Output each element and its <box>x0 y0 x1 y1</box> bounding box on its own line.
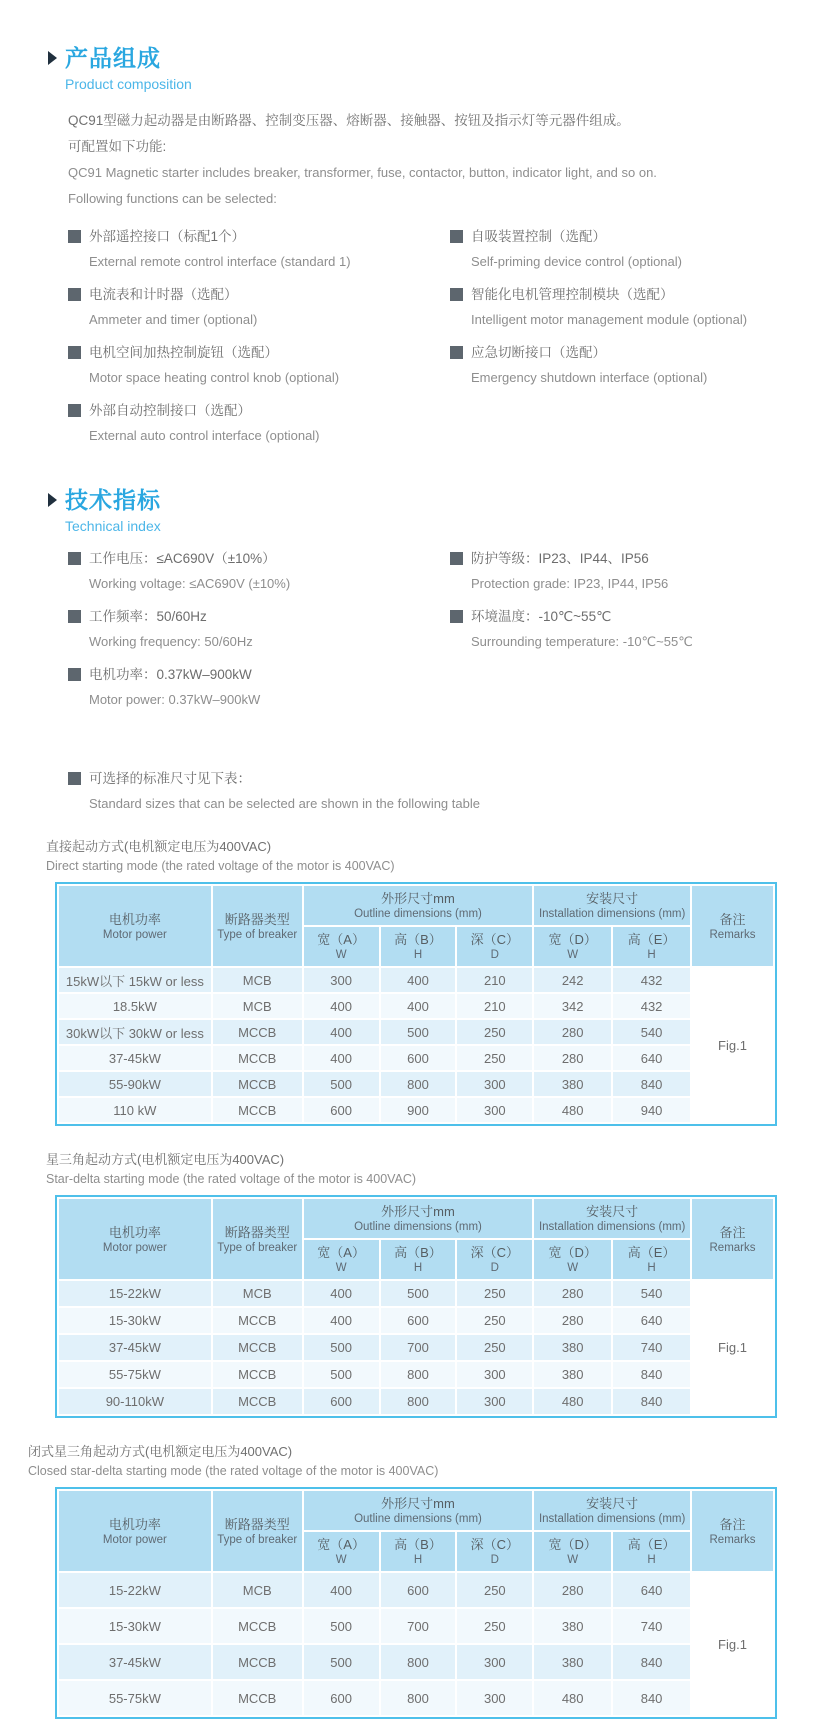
bullet-square-icon <box>450 230 463 243</box>
feature-label-zh: 外部遥控接口（标配1个） <box>89 229 246 244</box>
height-b-cell: 600 <box>381 1046 456 1070</box>
width-a-cell: 300 <box>304 968 379 992</box>
intro-line: QC91型磁力起动器是由断路器、控制变压器、熔断器、接触器、按钮及指示灯等元器件组成。 <box>68 113 630 128</box>
table-header <box>59 886 773 966</box>
motor-power-cell: 37-45kW <box>59 1046 211 1070</box>
intro-line: QC91 Magnetic starter includes breaker, transformer, fuse, contactor, button, indicator light, and so on. <box>68 165 657 180</box>
width-a-cell: 600 <box>304 1389 379 1414</box>
table-row <box>59 1681 773 1715</box>
spec-item <box>68 548 430 593</box>
width-d-cell: 280 <box>534 1020 611 1044</box>
breaker-type-cell: MCCB <box>213 1389 302 1414</box>
table-label-zh: 直接起动方式(电机额定电压为400VAC) <box>46 839 272 854</box>
col-depth-c: 深（C） D <box>457 1240 532 1279</box>
depth-c-cell: 250 <box>457 1609 532 1643</box>
table-body <box>59 968 773 1122</box>
feature-label-zh: 电机空间加热控制旋钮（选配） <box>89 345 278 360</box>
breaker-type-cell: MCCB <box>213 1046 302 1070</box>
feature-label-zh: 外部自动控制接口（选配） <box>89 403 251 418</box>
feature-item <box>68 226 430 271</box>
bullet-square-icon <box>450 346 463 359</box>
feature-item <box>68 400 430 445</box>
col-installation-dimensions: 安装尺寸 Installation dimensions (mm) <box>534 886 690 925</box>
height-e-cell: 432 <box>613 968 690 992</box>
spec-item <box>68 664 430 709</box>
table-2-label <box>46 1150 830 1189</box>
table-label-zh: 星三角起动方式(电机额定电压为400VAC) <box>46 1152 285 1167</box>
height-e-cell: 840 <box>613 1072 690 1096</box>
specs-columns <box>48 548 830 722</box>
height-e-cell: 840 <box>613 1362 690 1387</box>
col-outline-dimensions: 外形尺寸mm Outline dimensions (mm) <box>304 1491 533 1530</box>
spec-label-en: Surrounding temperature: -10℃~55℃ <box>471 634 693 649</box>
width-a-cell: 400 <box>304 1046 379 1070</box>
col-height-b: 高（B） H <box>381 927 456 966</box>
depth-c-cell: 300 <box>457 1362 532 1387</box>
height-b-cell: 800 <box>381 1072 456 1096</box>
col-remarks: 备注 Remarks <box>692 886 773 966</box>
feature-label-zh: 应急切断接口（选配） <box>471 345 606 360</box>
width-d-cell: 280 <box>534 1308 611 1333</box>
col-width-a: 宽（A） W <box>304 1240 379 1279</box>
remarks-cell: Fig.1 <box>692 968 773 1122</box>
spec-item <box>450 606 830 651</box>
table-label-en: Star-delta starting mode (the rated voltage of the motor is 400VAC) <box>46 1172 417 1186</box>
width-d-cell: 380 <box>534 1609 611 1643</box>
col-breaker-type: 断路器类型 Type of breaker <box>213 886 302 966</box>
col-width-d: 宽（D） W <box>534 1532 611 1571</box>
breaker-type-cell: MCCB <box>213 1020 302 1044</box>
motor-power-cell: 18.5kW <box>59 994 211 1018</box>
height-b-cell: 600 <box>381 1573 456 1607</box>
height-e-cell: 432 <box>613 994 690 1018</box>
breaker-type-cell: MCCB <box>213 1609 302 1643</box>
col-depth-c: 深（C） D <box>457 1532 532 1571</box>
col-installation-dimensions: 安装尺寸 Installation dimensions (mm) <box>534 1199 690 1238</box>
height-e-cell: 940 <box>613 1098 690 1122</box>
table-row <box>59 1609 773 1643</box>
breaker-type-cell: MCCB <box>213 1362 302 1387</box>
features-left-column <box>48 226 430 458</box>
spec-label-en: Working frequency: 50/60Hz <box>89 634 253 649</box>
standard-sizes-note <box>68 768 830 813</box>
col-width-d: 宽（D） W <box>534 1240 611 1279</box>
height-b-cell: 800 <box>381 1645 456 1679</box>
breaker-type-cell: MCB <box>213 968 302 992</box>
col-breaker-type: 断路器类型 Type of breaker <box>213 1199 302 1279</box>
width-a-cell: 500 <box>304 1609 379 1643</box>
bullet-square-icon <box>68 610 81 623</box>
table-row <box>59 1072 773 1096</box>
col-outline-dimensions: 外形尺寸mm Outline dimensions (mm) <box>304 886 533 925</box>
width-d-cell: 380 <box>534 1335 611 1360</box>
spec-item <box>68 606 430 651</box>
table-row <box>59 1573 773 1607</box>
width-a-cell: 400 <box>304 994 379 1018</box>
depth-c-cell: 250 <box>457 1020 532 1044</box>
table-body <box>59 1573 773 1715</box>
col-height-e: 高（E） H <box>613 927 690 966</box>
specs-right-column <box>430 548 830 722</box>
bullet-square-icon <box>450 610 463 623</box>
motor-power-cell: 55-75kW <box>59 1681 211 1715</box>
col-motor-power: 电机功率 Motor power <box>59 886 211 966</box>
section-title-zh: 产品组成 <box>65 45 161 71</box>
height-e-cell: 840 <box>613 1645 690 1679</box>
feature-item <box>68 284 430 329</box>
height-b-cell: 500 <box>381 1020 456 1044</box>
closed-star-delta-table <box>55 1487 777 1719</box>
intro-line: Following functions can be selected: <box>68 191 277 206</box>
height-e-cell: 840 <box>613 1681 690 1715</box>
width-a-cell: 500 <box>304 1335 379 1360</box>
depth-c-cell: 300 <box>457 1098 532 1122</box>
height-b-cell: 500 <box>381 1281 456 1306</box>
height-e-cell: 640 <box>613 1308 690 1333</box>
width-d-cell: 480 <box>534 1389 611 1414</box>
depth-c-cell: 300 <box>457 1389 532 1414</box>
section-title-zh: 技术指标 <box>65 487 161 513</box>
table-row <box>59 1046 773 1070</box>
breaker-type-cell: MCCB <box>213 1072 302 1096</box>
width-a-cell: 600 <box>304 1681 379 1715</box>
feature-label-zh: 自吸装置控制（选配） <box>471 229 606 244</box>
height-e-cell: 740 <box>613 1335 690 1360</box>
feature-label-en: Ammeter and timer (optional) <box>89 312 258 327</box>
height-e-cell: 640 <box>613 1046 690 1070</box>
depth-c-cell: 300 <box>457 1072 532 1096</box>
spec-label-zh: 环境温度：-10℃~55℃ <box>471 609 612 624</box>
table-row <box>59 1281 773 1306</box>
height-b-cell: 800 <box>381 1362 456 1387</box>
col-width-a: 宽（A） W <box>304 927 379 966</box>
width-d-cell: 280 <box>534 1573 611 1607</box>
width-a-cell: 600 <box>304 1098 379 1122</box>
feature-item <box>450 342 830 387</box>
col-remarks: 备注 Remarks <box>692 1199 773 1279</box>
motor-power-cell: 37-45kW <box>59 1645 211 1679</box>
bullet-square-icon <box>450 288 463 301</box>
table-row <box>59 1335 773 1360</box>
width-d-cell: 242 <box>534 968 611 992</box>
depth-c-cell: 210 <box>457 968 532 992</box>
bullet-square-icon <box>68 668 81 681</box>
bullet-square-icon <box>68 772 81 785</box>
table-label-en: Direct starting mode (the rated voltage of the motor is 400VAC) <box>46 859 395 873</box>
feature-label-en: Motor space heating control knob (optional) <box>89 370 340 385</box>
width-a-cell: 400 <box>304 1308 379 1333</box>
remarks-cell: Fig.1 <box>692 1573 773 1715</box>
width-d-cell: 380 <box>534 1645 611 1679</box>
height-b-cell: 800 <box>381 1681 456 1715</box>
height-b-cell: 800 <box>381 1389 456 1414</box>
intro-line: 可配置如下功能: <box>68 139 167 154</box>
depth-c-cell: 250 <box>457 1046 532 1070</box>
breaker-type-cell: MCB <box>213 1573 302 1607</box>
triangle-arrow-icon <box>48 51 57 65</box>
breaker-type-cell: MCB <box>213 994 302 1018</box>
table-label-en: Closed star-delta starting mode (the rated voltage of the motor is 400VAC) <box>28 1464 439 1478</box>
depth-c-cell: 250 <box>457 1281 532 1306</box>
spec-label-zh: 防护等级：IP23、IP44、IP56 <box>471 551 649 566</box>
motor-power-cell: 15-30kW <box>59 1308 211 1333</box>
height-e-cell: 740 <box>613 1609 690 1643</box>
depth-c-cell: 210 <box>457 994 532 1018</box>
col-height-e: 高（E） H <box>613 1240 690 1279</box>
table-header <box>59 1199 773 1279</box>
depth-c-cell: 300 <box>457 1645 532 1679</box>
motor-power-cell: 15-22kW <box>59 1573 211 1607</box>
height-b-cell: 700 <box>381 1609 456 1643</box>
intro-paragraph <box>68 108 830 212</box>
features-columns <box>48 226 830 458</box>
height-e-cell: 540 <box>613 1020 690 1044</box>
feature-item <box>450 284 830 329</box>
motor-power-cell: 55-75kW <box>59 1362 211 1387</box>
motor-power-cell: 37-45kW <box>59 1335 211 1360</box>
col-depth-c: 深（C） D <box>457 927 532 966</box>
note-en: Standard sizes that can be selected are shown in the following table <box>89 796 480 811</box>
width-d-cell: 280 <box>534 1281 611 1306</box>
feature-label-zh: 电流表和计时器（选配） <box>89 287 238 302</box>
breaker-type-cell: MCCB <box>213 1645 302 1679</box>
feature-label-en: Emergency shutdown interface (optional) <box>471 370 708 385</box>
bullet-square-icon <box>68 346 81 359</box>
width-a-cell: 500 <box>304 1072 379 1096</box>
breaker-type-cell: MCCB <box>213 1335 302 1360</box>
feature-label-zh: 智能化电机管理控制模块（选配） <box>471 287 674 302</box>
feature-item <box>450 226 830 271</box>
width-d-cell: 480 <box>534 1681 611 1715</box>
motor-power-cell: 15-22kW <box>59 1281 211 1306</box>
width-a-cell: 400 <box>304 1020 379 1044</box>
col-height-b: 高（B） H <box>381 1532 456 1571</box>
table-row <box>59 994 773 1018</box>
col-outline-dimensions: 外形尺寸mm Outline dimensions (mm) <box>304 1199 533 1238</box>
height-b-cell: 400 <box>381 968 456 992</box>
col-motor-power: 电机功率 Motor power <box>59 1491 211 1571</box>
table-row <box>59 1308 773 1333</box>
bullet-square-icon <box>68 288 81 301</box>
motor-power-cell: 15kW以下 15kW or less <box>59 968 211 992</box>
table-row <box>59 1098 773 1122</box>
width-d-cell: 480 <box>534 1098 611 1122</box>
section-title-en: Product composition <box>65 76 192 92</box>
bullet-square-icon <box>68 404 81 417</box>
motor-power-cell: 15-30kW <box>59 1609 211 1643</box>
feature-label-en: External auto control interface (optional) <box>89 428 320 443</box>
height-b-cell: 400 <box>381 994 456 1018</box>
height-e-cell: 640 <box>613 1573 690 1607</box>
breaker-type-cell: MCB <box>213 1281 302 1306</box>
remarks-cell: Fig.1 <box>692 1281 773 1414</box>
spec-item <box>450 548 830 593</box>
table-label-zh: 闭式星三角起动方式(电机额定电压为400VAC) <box>28 1444 293 1459</box>
col-breaker-type: 断路器类型 Type of breaker <box>213 1491 302 1571</box>
table-row <box>59 1020 773 1044</box>
col-height-b: 高（B） H <box>381 1240 456 1279</box>
col-installation-dimensions: 安装尺寸 Installation dimensions (mm) <box>534 1491 690 1530</box>
table-header <box>59 1491 773 1571</box>
col-width-d: 宽（D） W <box>534 927 611 966</box>
features-right-column <box>430 226 830 458</box>
width-a-cell: 400 <box>304 1573 379 1607</box>
triangle-arrow-icon <box>48 493 57 507</box>
height-e-cell: 840 <box>613 1389 690 1414</box>
motor-power-cell: 30kW以下 30kW or less <box>59 1020 211 1044</box>
depth-c-cell: 300 <box>457 1681 532 1715</box>
table-row <box>59 1389 773 1414</box>
breaker-type-cell: MCCB <box>213 1098 302 1122</box>
bullet-square-icon <box>68 552 81 565</box>
width-d-cell: 380 <box>534 1362 611 1387</box>
table-3-label <box>28 1442 830 1481</box>
table-row <box>59 1645 773 1679</box>
col-height-e: 高（E） H <box>613 1532 690 1571</box>
spec-label-zh: 工作频率：50/60Hz <box>89 609 207 624</box>
spec-label-zh: 工作电压：≤AC690V（±10%） <box>89 551 276 566</box>
feature-label-en: Intelligent motor management module (optional) <box>471 312 748 327</box>
bullet-square-icon <box>68 230 81 243</box>
width-d-cell: 342 <box>534 994 611 1018</box>
feature-item <box>68 342 430 387</box>
motor-power-cell: 110 kW <box>59 1098 211 1122</box>
star-delta-table <box>55 1195 777 1418</box>
spec-label-en: Motor power: 0.37kW–900kW <box>89 692 261 707</box>
motor-power-cell: 90-110kW <box>59 1389 211 1414</box>
specs-left-column <box>48 548 430 722</box>
spec-label-en: Protection grade: IP23, IP44, IP56 <box>471 576 669 591</box>
col-remarks: 备注 Remarks <box>692 1491 773 1571</box>
width-a-cell: 400 <box>304 1281 379 1306</box>
height-b-cell: 600 <box>381 1308 456 1333</box>
breaker-type-cell: MCCB <box>213 1681 302 1715</box>
bullet-square-icon <box>450 552 463 565</box>
breaker-type-cell: MCCB <box>213 1308 302 1333</box>
width-a-cell: 500 <box>304 1362 379 1387</box>
width-d-cell: 280 <box>534 1046 611 1070</box>
feature-label-en: Self-priming device control (optional) <box>471 254 682 269</box>
width-a-cell: 500 <box>304 1645 379 1679</box>
table-body <box>59 1281 773 1414</box>
direct-start-table <box>55 882 777 1126</box>
height-b-cell: 700 <box>381 1335 456 1360</box>
spec-label-zh: 电机功率：0.37kW–900kW <box>89 667 252 682</box>
col-width-a: 宽（A） W <box>304 1532 379 1571</box>
section-product-composition-heading <box>48 40 830 73</box>
note-zh: 可选择的标准尺寸见下表： <box>89 771 251 786</box>
height-e-cell: 540 <box>613 1281 690 1306</box>
table-1-label <box>46 837 830 876</box>
table-row <box>59 1362 773 1387</box>
width-d-cell: 380 <box>534 1072 611 1096</box>
section-technical-index-heading <box>48 482 830 515</box>
depth-c-cell: 250 <box>457 1308 532 1333</box>
spec-label-en: Working voltage: ≤AC690V (±10%) <box>89 576 291 591</box>
height-b-cell: 900 <box>381 1098 456 1122</box>
motor-power-cell: 55-90kW <box>59 1072 211 1096</box>
depth-c-cell: 250 <box>457 1573 532 1607</box>
table-row <box>59 968 773 992</box>
col-motor-power: 电机功率 Motor power <box>59 1199 211 1279</box>
depth-c-cell: 250 <box>457 1335 532 1360</box>
feature-label-en: External remote control interface (standard 1) <box>89 254 351 269</box>
section-title-en: Technical index <box>65 518 161 534</box>
